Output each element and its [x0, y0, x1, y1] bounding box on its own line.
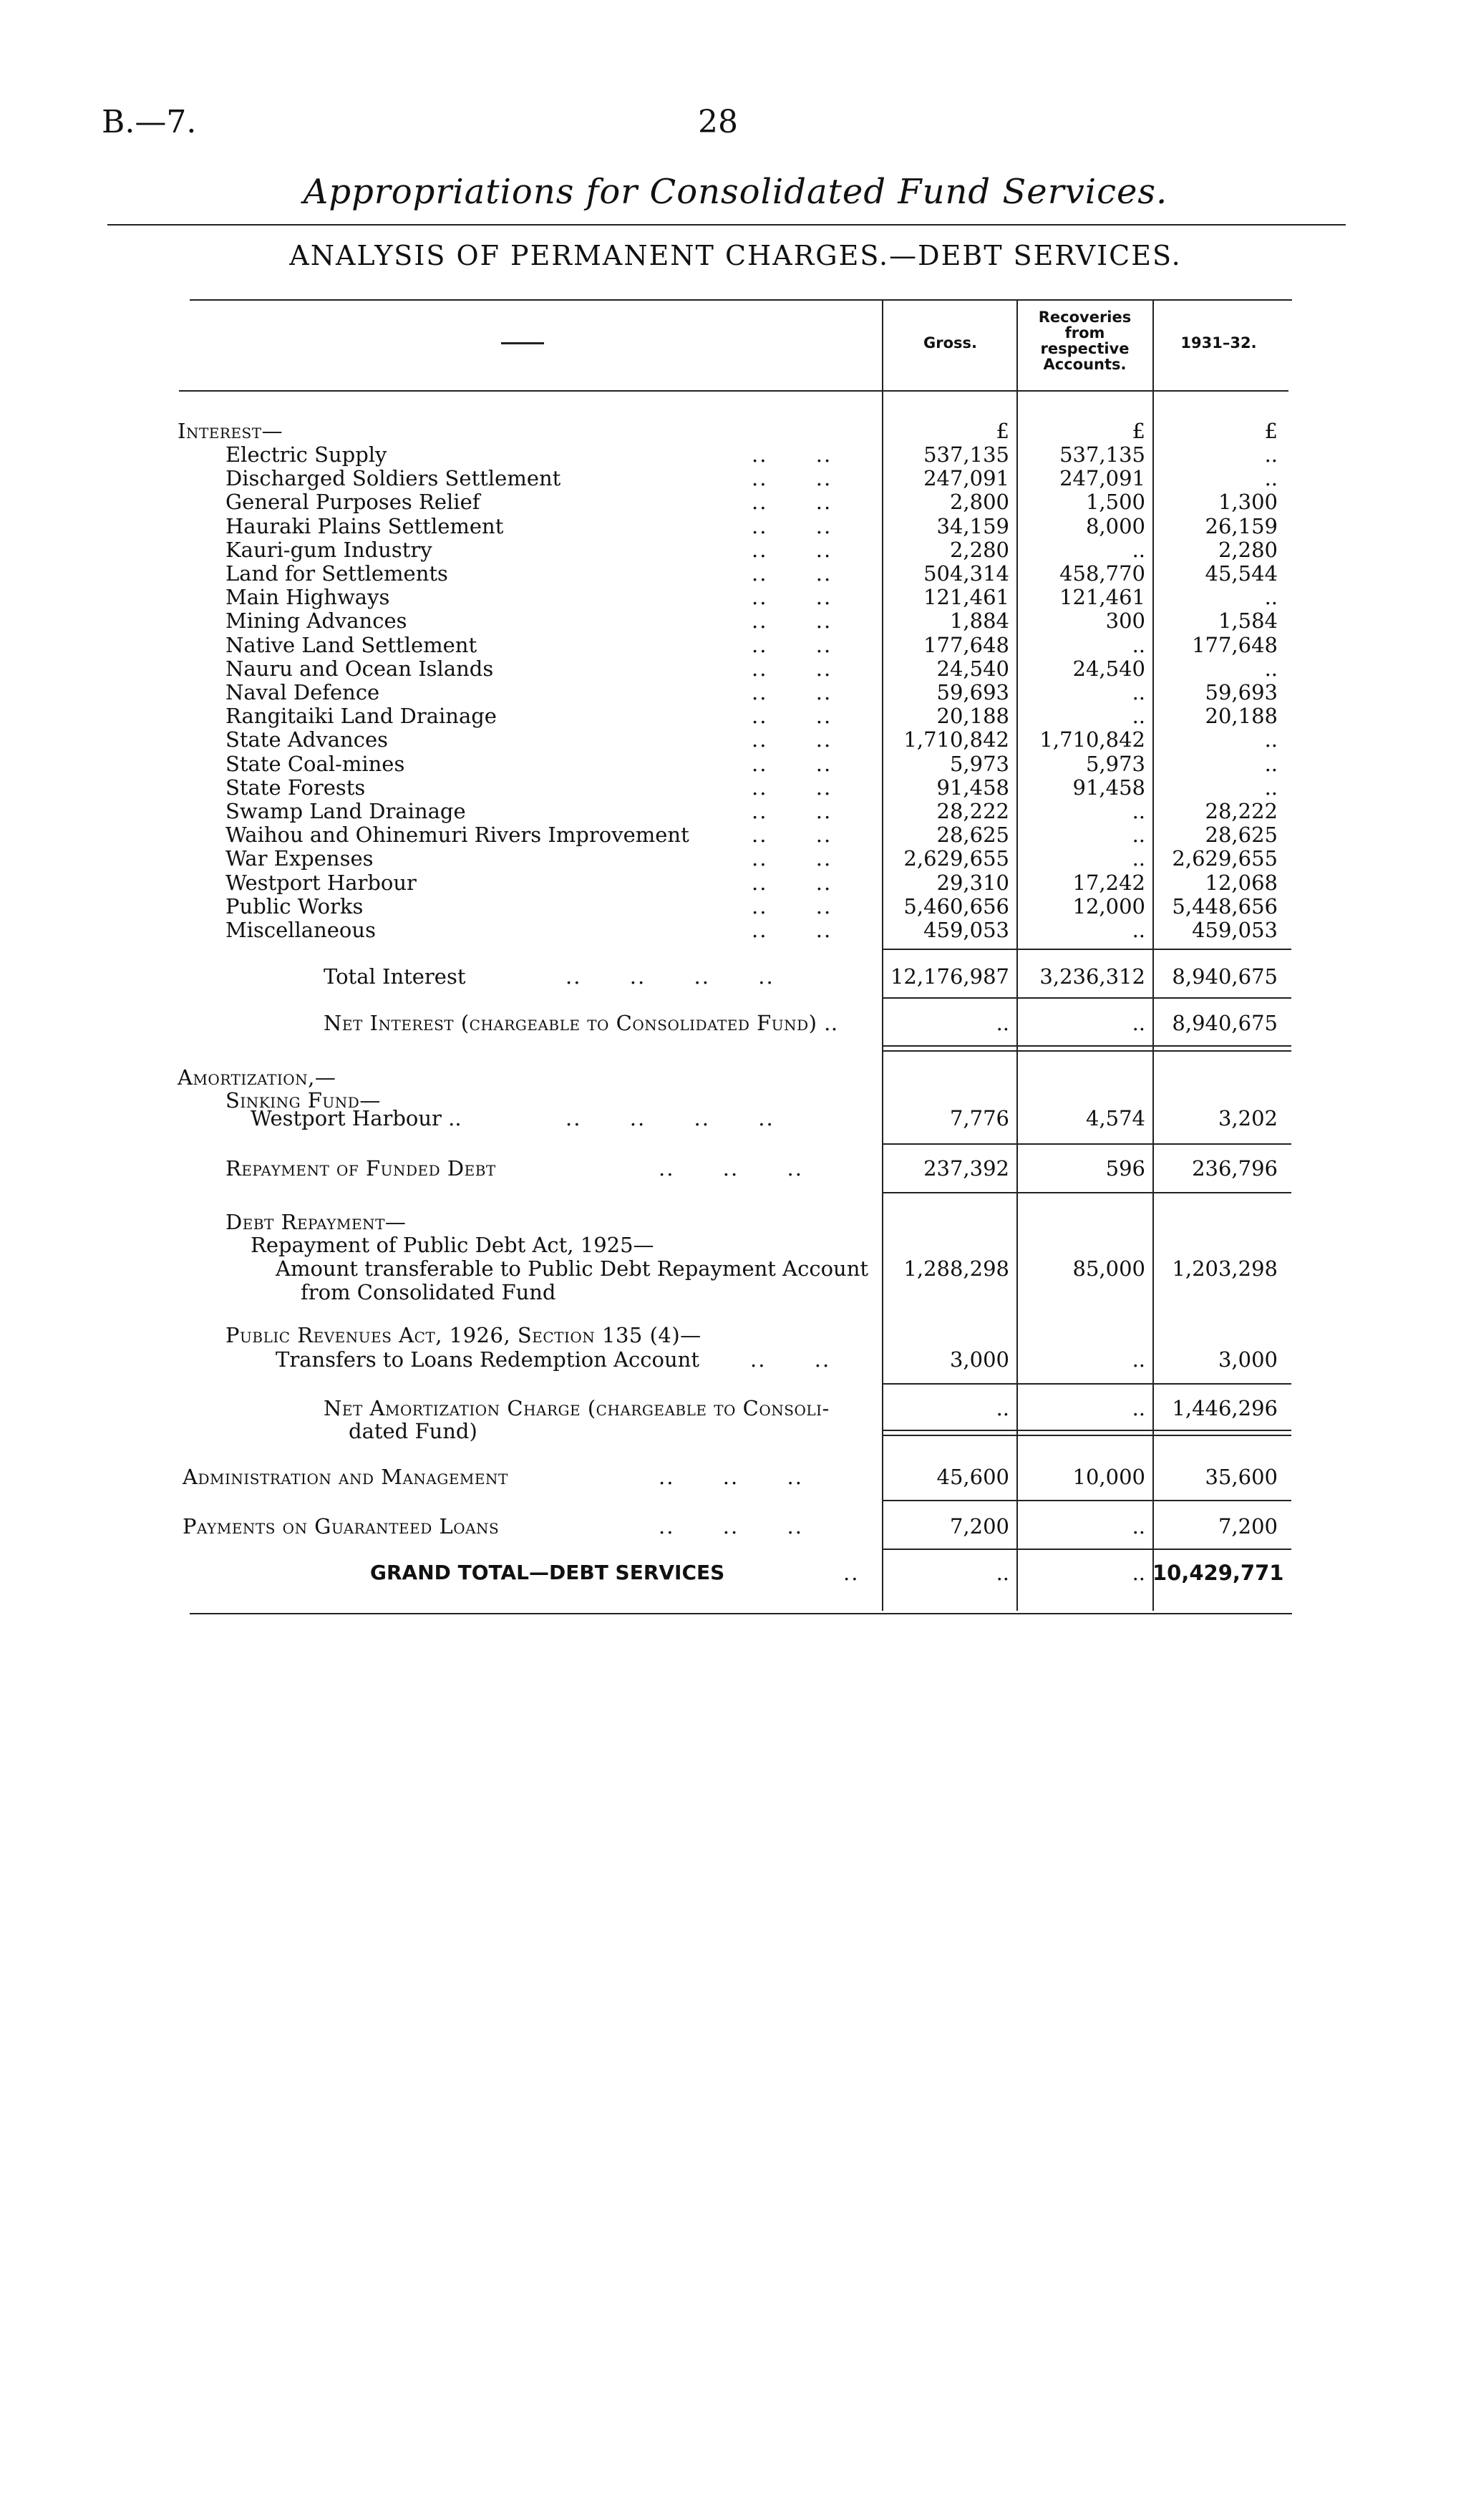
net-amortization-gross: .. — [996, 1396, 1009, 1420]
subtotal-rule — [883, 949, 1291, 950]
interest-item-net: .. — [1264, 442, 1278, 467]
currency-symbol: £ — [1132, 419, 1145, 443]
interest-item-recoveries: 247,091 — [1059, 466, 1145, 491]
interest-item-row: Public Works .. .. 5,460,656 12,000 5,448,656 — [225, 893, 1278, 919]
interest-item-recoveries: 300 — [1105, 609, 1145, 634]
row-rule — [883, 1143, 1291, 1145]
interest-item-label: War Expenses — [225, 846, 374, 871]
interest-item-label: General Purposes Relief — [225, 490, 480, 515]
interest-item-row: Main Highways .. .. 121,461 121,461 .. — [225, 585, 1278, 610]
grand-total-recoveries: .. — [1132, 1561, 1145, 1585]
westport-sinking-gross: 7,776 — [949, 1106, 1009, 1130]
interest-item-recoveries: .. — [1132, 704, 1145, 729]
interest-item-net: 2,280 — [1218, 537, 1278, 562]
double-rule-bottom — [883, 1435, 1291, 1436]
interest-item-label: State Forests — [225, 775, 366, 800]
interest-item-row: State Advances .. .. 1,710,842 1,710,842 .. — [225, 727, 1278, 752]
table-top-rule — [190, 299, 1292, 301]
page-number: 28 — [698, 104, 738, 140]
interest-item-label: Miscellaneous — [225, 918, 376, 942]
interest-item-net: .. — [1264, 585, 1278, 610]
interest-item-label: Naval Defence — [225, 680, 380, 704]
loans-redemption-recoveries: .. — [1132, 1347, 1145, 1372]
interest-item-gross: 247,091 — [923, 466, 1009, 491]
interest-heading-row — [0, 419, 1471, 443]
interest-item-row: Land for Settlements .. .. 504,314 458,770 45,544 — [225, 561, 1278, 586]
interest-item-row: Waihou and Ohinemuri Rivers Improvement .. .. 28,625 .. 28,625 — [225, 823, 1278, 848]
debt-repayment-heading: Debt Repayment— — [225, 1210, 407, 1234]
interest-item-gross: 504,314 — [923, 561, 1009, 586]
interest-item-gross: 29,310 — [936, 870, 1009, 895]
interest-item-recoveries: .. — [1132, 823, 1145, 848]
admin-row: Administration and Management .. .. .. 45,600 10,000 35,600 — [183, 1465, 1278, 1489]
interest-item-gross: 121,461 — [923, 585, 1009, 610]
interest-item-net: 12,068 — [1205, 870, 1278, 895]
funded-debt-net: 236,796 — [1192, 1156, 1278, 1181]
interest-item-net: .. — [1264, 656, 1278, 681]
amortization-heading-row — [0, 1065, 1471, 1090]
interest-item-gross: 34,159 — [936, 513, 1009, 538]
transfer-row-cont — [0, 1280, 1471, 1304]
debt-act-label: Repayment of Public Debt Act, 1925— — [251, 1233, 654, 1257]
funded-debt-label: Repayment of Funded Debt — [225, 1156, 496, 1181]
interest-item-gross: 537,135 — [923, 442, 1009, 467]
interest-item-row: Native Land Settlement .. .. 177,648 .. 177,648 — [225, 632, 1278, 657]
interest-item-recoveries: .. — [1132, 918, 1145, 942]
interest-item-recoveries: 1,500 — [1085, 490, 1145, 515]
net-amortization-net: 1,446,296 — [1172, 1396, 1278, 1420]
interest-item-gross: 2,800 — [949, 490, 1009, 515]
interest-item-label: Main Highways — [225, 585, 390, 610]
total-interest-row: Total Interest .. .. .. .. 12,176,987 3,236,312 8,940,675 — [324, 964, 1278, 989]
interest-item-net: 459,053 — [1192, 918, 1278, 942]
westport-sinking-label: Westport Harbour .. — [251, 1106, 462, 1130]
total-interest-label: Total Interest — [324, 964, 466, 989]
guaranteed-label: Payments on Guaranteed Loans — [183, 1514, 500, 1538]
debt-act-row — [0, 1233, 1471, 1257]
interest-item-row: Swamp Land Drainage .. .. 28,222 .. 28,222 — [225, 799, 1278, 823]
westport-sinking-net: 3,202 — [1218, 1106, 1278, 1130]
total-interest-recoveries: 3,236,312 — [1039, 964, 1145, 989]
row-rule — [883, 1383, 1291, 1385]
sinking-fund-heading: Sinking Fund— — [225, 1088, 381, 1113]
total-interest-net: 8,940,675 — [1172, 964, 1278, 989]
interest-item-gross: 1,884 — [949, 609, 1009, 634]
transfer-label-cont: from Consolidated Fund — [301, 1280, 556, 1304]
interest-item-gross: 5,460,656 — [903, 893, 1009, 919]
interest-item-row: War Expenses .. .. 2,629,655 .. 2,629,655 — [225, 846, 1278, 871]
interest-item-row: Hauraki Plains Settlement .. .. 34,159 8,000 26,159 — [225, 513, 1278, 538]
interest-item-row: Mining Advances .. .. 1,884 300 1,584 — [225, 609, 1278, 634]
double-rule-top — [883, 1430, 1291, 1431]
interest-item-row: Miscellaneous .. .. 459,053 .. 459,053 — [225, 918, 1278, 942]
table-title: ANALYSIS OF PERMANENT CHARGES.—DEBT SERVICES. — [289, 240, 1182, 271]
net-amortization-row — [0, 1396, 1471, 1420]
interest-item-label: Rangitaiki Land Drainage — [225, 704, 497, 729]
interest-item-recoveries: 12,000 — [1072, 893, 1145, 919]
net-interest-recoveries: .. — [1132, 1011, 1145, 1035]
double-rule-bottom — [883, 1050, 1291, 1052]
net-interest-net: 8,940,675 — [1172, 1011, 1278, 1035]
admin-net: 35,600 — [1205, 1465, 1278, 1489]
transfer-gross: 1,288,298 — [903, 1256, 1009, 1281]
interest-item-gross: 91,458 — [936, 775, 1009, 800]
interest-item-recoveries: .. — [1132, 632, 1145, 657]
interest-item-label: Kauri-gum Industry — [225, 537, 432, 562]
interest-item-label: Land for Settlements — [225, 561, 448, 586]
net-amortization-label: Net Amortization Charge (chargeable to Consoli- — [324, 1396, 830, 1420]
interest-item-net: .. — [1264, 751, 1278, 776]
document-reference: B.—7. — [102, 104, 197, 140]
interest-item-row: Kauri-gum Industry .. .. 2,280 .. 2,280 — [225, 537, 1278, 562]
interest-item-gross: 177,648 — [923, 632, 1009, 657]
interest-item-recoveries: 17,242 — [1072, 870, 1145, 895]
double-rule-top — [883, 1045, 1291, 1047]
admin-gross: 45,600 — [936, 1465, 1009, 1489]
page-title: Appropriations for Consolidated Fund Services. — [303, 172, 1168, 212]
public-revenues-row — [0, 1323, 1471, 1347]
loans-redemption-net: 3,000 — [1218, 1347, 1278, 1372]
interest-item-net: 5,448,656 — [1172, 893, 1278, 919]
interest-item-label: Electric Supply — [225, 442, 387, 467]
funded-debt-gross: 237,392 — [923, 1156, 1009, 1181]
interest-item-recoveries: 24,540 — [1072, 656, 1145, 681]
interest-item-row: State Coal-mines .. .. 5,973 5,973 .. — [225, 751, 1278, 776]
guaranteed-gross: 7,200 — [949, 1514, 1009, 1538]
net-amortization-row-cont — [0, 1419, 1471, 1443]
total-interest-gross: 12,176,987 — [890, 964, 1009, 989]
table-bottom-rule — [190, 1613, 1292, 1614]
description-header-dash — [501, 342, 544, 344]
interest-item-recoveries: 1,710,842 — [1039, 727, 1145, 752]
debt-repayment-heading-row — [0, 1210, 1471, 1234]
interest-item-net: 20,188 — [1205, 704, 1278, 729]
interest-item-net: .. — [1264, 466, 1278, 491]
loans-redemption-gross: 3,000 — [949, 1347, 1009, 1372]
interest-item-net: .. — [1264, 727, 1278, 752]
interest-item-gross: 459,053 — [923, 918, 1009, 942]
interest-item-recoveries: .. — [1132, 680, 1145, 704]
grand-total-row: GRAND TOTAL—DEBT SERVICES .. .. .. 10,429,771 — [370, 1561, 1284, 1585]
transfer-label: Amount transferable to Public Debt Repayment Account — [276, 1256, 869, 1281]
interest-item-recoveries: .. — [1132, 799, 1145, 823]
currency-symbol: £ — [1264, 419, 1278, 443]
interest-item-recoveries: .. — [1132, 537, 1145, 562]
interest-item-net: .. — [1264, 775, 1278, 800]
interest-item-recoveries: 91,458 — [1072, 775, 1145, 800]
transfer-row — [0, 1256, 1471, 1281]
funded-debt-recoveries: 596 — [1105, 1156, 1145, 1181]
grand-total-label: GRAND TOTAL—DEBT SERVICES — [370, 1561, 725, 1584]
interest-item-gross: 59,693 — [936, 680, 1009, 704]
interest-item-label: Hauraki Plains Settlement — [225, 513, 504, 538]
interest-item-net: 26,159 — [1205, 513, 1278, 538]
interest-item-gross: 1,710,842 — [903, 727, 1009, 752]
interest-item-net: 2,629,655 — [1172, 846, 1278, 871]
row-rule — [883, 1192, 1291, 1193]
net-interest-gross: .. — [996, 1011, 1009, 1035]
transfer-net: 1,203,298 — [1172, 1256, 1278, 1281]
row-rule — [883, 1500, 1291, 1501]
interest-item-net: 28,222 — [1205, 799, 1278, 823]
interest-item-label: State Coal-mines — [225, 751, 405, 776]
loans-redemption-label: Transfers to Loans Redemption Account — [276, 1347, 699, 1372]
guaranteed-recoveries: .. — [1132, 1514, 1145, 1538]
title-rule — [107, 224, 1346, 226]
interest-item-label: Nauru and Ocean Islands — [225, 656, 494, 681]
recoveries-header: Recoveries from respective Accounts. — [1038, 309, 1132, 373]
interest-item-net: 177,648 — [1192, 632, 1278, 657]
net-amortization-label-cont: dated Fund) — [349, 1419, 477, 1443]
interest-item-gross: 28,625 — [936, 823, 1009, 848]
net-interest-row — [0, 1011, 1471, 1035]
interest-item-label: Swamp Land Drainage — [225, 799, 466, 823]
interest-item-recoveries: .. — [1132, 846, 1145, 871]
interest-item-label: Waihou and Ohinemuri Rivers Improvement — [225, 823, 689, 848]
amortization-heading: Amortization,— — [178, 1065, 336, 1090]
interest-item-label: State Advances — [225, 727, 388, 752]
interest-item-net: 1,300 — [1218, 490, 1278, 515]
grand-total-gross: .. — [996, 1561, 1009, 1585]
interest-item-row: Nauru and Ocean Islands .. .. 24,540 24,540 .. — [225, 656, 1278, 681]
westport-sinking-recoveries: 4,574 — [1085, 1106, 1145, 1130]
currency-symbol: £ — [996, 419, 1009, 443]
interest-item-row: Naval Defence .. .. 59,693 .. 59,693 — [225, 680, 1278, 704]
public-revenues-heading: Public Revenues Act, 1926, Section 135 (4)— — [225, 1323, 701, 1347]
net-interest-label: Net Interest (chargeable to Consolidated Fund) .. — [324, 1011, 838, 1035]
funded-debt-row: Repayment of Funded Debt .. .. .. 237,392 596 236,796 — [225, 1156, 1278, 1181]
interest-item-gross: 28,222 — [936, 799, 1009, 823]
interest-item-net: 28,625 — [1205, 823, 1278, 848]
interest-item-label: Westport Harbour — [225, 870, 417, 895]
interest-item-label: Native Land Settlement — [225, 632, 477, 657]
interest-item-net: 59,693 — [1205, 680, 1278, 704]
transfer-recoveries: 85,000 — [1072, 1256, 1145, 1281]
interest-item-gross: 20,188 — [936, 704, 1009, 729]
guaranteed-row: Payments on Guaranteed Loans .. .. .. 7,200 .. 7,200 — [183, 1514, 1278, 1538]
interest-item-gross: 5,973 — [949, 751, 1009, 776]
interest-item-gross: 24,540 — [936, 656, 1009, 681]
interest-item-row: Electric Supply .. .. 537,135 537,135 .. — [225, 442, 1278, 467]
interest-item-gross: 2,629,655 — [903, 846, 1009, 871]
interest-item-net: 1,584 — [1218, 609, 1278, 634]
westport-sinking-row: Westport Harbour .. .. .. .. .. 7,776 4,574 3,202 — [251, 1106, 1278, 1130]
interest-item-net: 45,544 — [1205, 561, 1278, 586]
guaranteed-net: 7,200 — [1218, 1514, 1278, 1538]
total-rule — [883, 997, 1291, 999]
interest-item-row: Rangitaiki Land Drainage .. .. 20,188 .. 20,188 — [225, 704, 1278, 729]
year-header: 1931–32. — [1180, 334, 1257, 352]
interest-item-label: Discharged Soldiers Settlement — [225, 466, 561, 491]
admin-recoveries: 10,000 — [1072, 1465, 1145, 1489]
interest-item-recoveries: 5,973 — [1085, 751, 1145, 776]
interest-item-row: Westport Harbour .. .. 29,310 17,242 12,068 — [225, 870, 1278, 895]
interest-item-label: Mining Advances — [225, 609, 407, 634]
interest-item-recoveries: 8,000 — [1085, 513, 1145, 538]
interest-item-recoveries: 537,135 — [1059, 442, 1145, 467]
interest-item-row: State Forests .. .. 91,458 91,458 .. — [225, 775, 1278, 800]
grand-total-net: 10,429,771 — [1152, 1561, 1284, 1585]
net-amortization-recoveries: .. — [1132, 1396, 1145, 1420]
interest-item-recoveries: 458,770 — [1059, 561, 1145, 586]
interest-item-row: General Purposes Relief .. .. 2,800 1,500 1,300 — [225, 490, 1278, 515]
header-bottom-rule — [179, 390, 1288, 392]
loans-redemption-row: Transfers to Loans Redemption Account .. .. 3,000 .. 3,000 — [276, 1347, 1278, 1372]
row-rule — [883, 1549, 1291, 1550]
interest-item-label: Public Works — [225, 893, 364, 919]
interest-heading: Interest— — [178, 419, 283, 443]
interest-item-gross: 2,280 — [949, 537, 1009, 562]
admin-label: Administration and Management — [183, 1465, 508, 1489]
gross-header: Gross. — [923, 334, 977, 352]
interest-item-recoveries: 121,461 — [1059, 585, 1145, 610]
interest-item-row: Discharged Soldiers Settlement .. .. 247,091 247,091 .. — [225, 466, 1278, 491]
